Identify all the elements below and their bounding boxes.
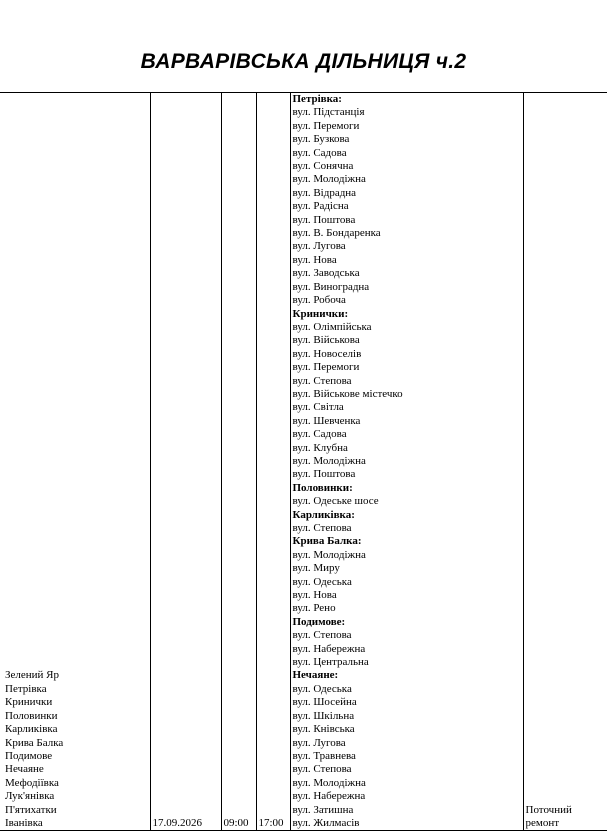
start-time-cell: 09:00: [221, 93, 256, 831]
street-item: вул. Степова: [292, 522, 352, 534]
street-item: вул. Кнівська: [292, 723, 355, 736]
street-item: вул. Лугова: [292, 736, 346, 749]
settlement-item: Мефодіївка: [5, 776, 59, 789]
street-item: вул. Виноградна: [292, 280, 370, 293]
village-heading: Крива Балка:: [292, 535, 362, 548]
street-item: вул. Підстанція: [292, 106, 365, 119]
street-item: вул. Поштова: [292, 468, 356, 481]
street-item: вул. Військова: [292, 334, 360, 347]
street-item: вул. Сонячна: [292, 160, 354, 173]
street-item: вул. Радісна: [292, 200, 349, 213]
street-item: вул. Світла: [292, 401, 344, 414]
street-item: вул. Одеська: [292, 575, 352, 588]
schedule-table: [0, 92, 607, 831]
page-title: ВАРВАРІВСЬКА ДІЛЬНИЦЯ ч.2: [140, 50, 467, 73]
end-time-cell: 17:00: [256, 93, 290, 831]
street-item: вул. Травнева: [292, 749, 356, 762]
street-item: вул. Набережна: [292, 790, 366, 803]
street-item: вул. Військове містечко: [292, 387, 403, 400]
streets-cell: [290, 93, 523, 831]
street-item: вул. Робоча: [292, 294, 346, 307]
street-item: вул. Степова: [292, 763, 352, 776]
street-item: вул. Молодіжна: [292, 173, 366, 186]
village-heading: Половинки:: [292, 481, 353, 494]
street-item: вул. Центральна: [292, 656, 369, 669]
settlement-item: П'ятихатки: [5, 803, 57, 816]
settlement-item: Половинки: [5, 709, 58, 722]
street-item: вул. Заводська: [292, 267, 360, 280]
village-heading: Карликівка:: [292, 508, 355, 521]
village-heading: Подимове:: [292, 615, 346, 628]
street-item: вул. Набережна: [292, 642, 366, 655]
settlements-cell: [0, 93, 150, 831]
settlement-item: Зелений Яр: [5, 669, 60, 682]
village-heading: Кринички:: [292, 307, 349, 320]
street-item: вул. Жилмасів: [292, 816, 360, 829]
street-item: вул. Затишна: [292, 803, 354, 816]
street-item: вул. Молодіжна: [292, 776, 366, 789]
settlement-item: Лук'янівка: [5, 790, 55, 803]
street-item: вул. Молодіжна: [292, 548, 366, 561]
street-item: вул. Клубна: [292, 441, 348, 454]
street-item: вул. Бузкова: [292, 133, 350, 146]
street-item: вул. Садова: [292, 428, 347, 441]
street-item: вул. Степова: [292, 374, 352, 387]
settlements-list: [2, 669, 148, 830]
table-row: [0, 93, 607, 831]
street-item: вул. Шевченка: [292, 414, 361, 427]
street-item: вул. Шосейна: [292, 696, 357, 709]
street-item: вул. Шкільна: [292, 709, 355, 722]
street-item: вул. Степова: [292, 629, 352, 642]
street-item: вул. Новоселів: [292, 347, 362, 360]
street-item: вул. Миру: [292, 562, 340, 575]
street-item: вул. Одеське шосе: [292, 495, 379, 508]
village-heading: Нечаяне:: [292, 669, 339, 682]
settlement-item: Нечаяне: [5, 763, 44, 776]
street-item: вул. Садова: [292, 146, 347, 159]
street-item: вул. Нова: [292, 589, 337, 602]
village-heading: Петрівка:: [292, 93, 342, 105]
streets-list: [293, 93, 521, 830]
street-item: вул. Лугова: [292, 240, 346, 253]
settlement-item: Кринички: [5, 696, 53, 709]
settlement-item: Карликівка: [5, 723, 58, 736]
street-item: вул. Одеська: [292, 682, 352, 695]
street-item: вул. Олімпійська: [292, 320, 372, 333]
settlement-item: Петрівка: [5, 682, 47, 695]
street-item: вул. Нова: [292, 253, 337, 266]
remark-cell: Поточний ремонт: [523, 93, 607, 831]
settlement-item: Крива Балка: [5, 736, 64, 749]
street-item: вул. Молодіжна: [292, 454, 366, 467]
settlement-item: Іванівка: [5, 816, 43, 829]
street-item: вул. Перемоги: [292, 119, 360, 132]
street-item: вул. В. Бондаренка: [292, 227, 381, 240]
street-item: вул. Рено: [292, 602, 336, 615]
date-cell: 17.09.2026: [150, 93, 221, 831]
settlement-item: Подимове: [5, 749, 53, 762]
street-item: вул. Поштова: [292, 213, 356, 226]
street-item: вул. Перемоги: [292, 361, 360, 374]
street-item: вул. Відрадна: [292, 186, 357, 199]
